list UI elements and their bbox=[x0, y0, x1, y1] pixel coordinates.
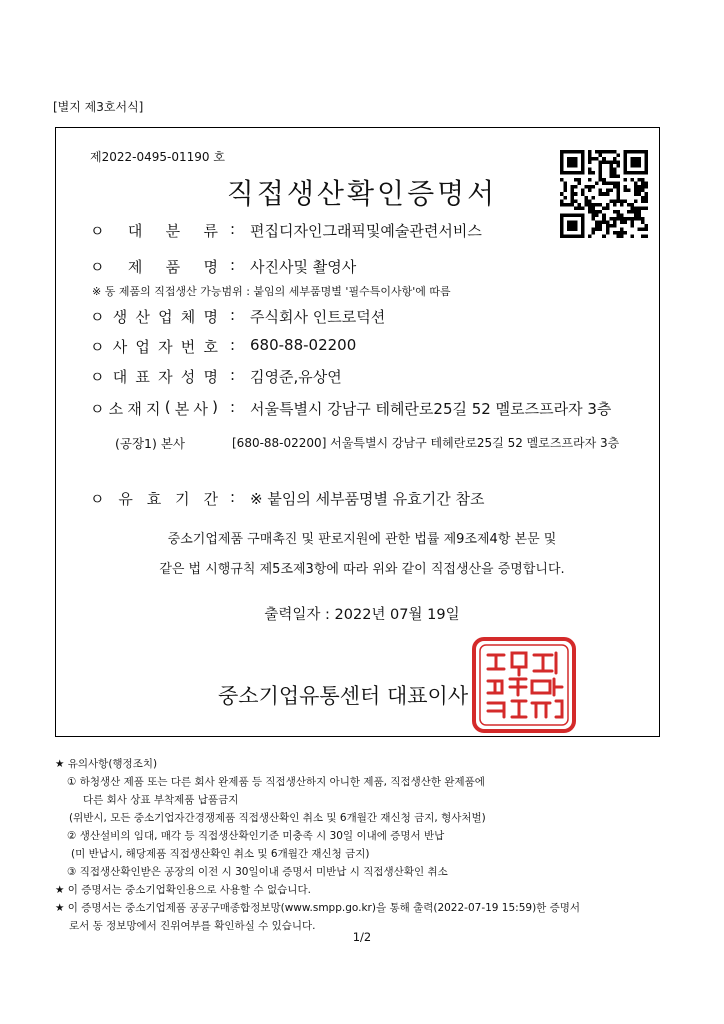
field-label-char: 산 bbox=[135, 308, 150, 326]
note-line: ② 생산설비의 임대, 매각 등 직접생산확인기준 미충족 시 30일 이내에 증명서 반납 bbox=[67, 830, 445, 842]
field-value: 김영준,유상연 bbox=[250, 368, 342, 386]
field-label-char: 간 bbox=[203, 490, 218, 508]
field-label-char: 번 bbox=[180, 338, 196, 356]
note-line: ③ 직접생산확인받은 공장의 이전 시 30일이내 증명서 미반납 시 직접생산확인 취소 bbox=[67, 866, 448, 878]
field-colon: : bbox=[230, 488, 236, 506]
field-colon: : bbox=[230, 336, 236, 354]
field-label-char: 표 bbox=[135, 368, 150, 386]
note-line: (위반시, 모든 중소기업자간경쟁제품 직접생산확인 취소 및 6개월간 재신청 금지, 형사처벌) bbox=[69, 812, 486, 824]
field-bullet: ㅇ bbox=[90, 308, 105, 326]
field-bullet: ㅇ bbox=[90, 490, 105, 508]
field-label bbox=[90, 366, 218, 387]
field-label-char: 체 bbox=[180, 308, 196, 326]
field-label-char: 호 bbox=[203, 338, 218, 356]
field-label-char: 류 bbox=[203, 222, 218, 240]
field-label-char: 업 bbox=[158, 308, 173, 326]
field-label-char: 대 bbox=[127, 222, 143, 240]
qr-code-icon bbox=[560, 150, 648, 238]
note-line: ★ 이 증명서는 중소기업확인용으로 사용할 수 없습니다. bbox=[55, 884, 311, 896]
field-value: 편집디자인그래픽및예술관련서비스 bbox=[250, 222, 482, 240]
print-date: 출력일자 : 2022년 07월 19일 bbox=[264, 607, 460, 623]
field-label-char: 명 bbox=[203, 368, 218, 386]
field-label-char: 생 bbox=[112, 308, 128, 326]
field-label-char: 명 bbox=[203, 258, 218, 276]
field-bullet: ㅇ bbox=[90, 258, 105, 276]
field-label-char: 분 bbox=[165, 222, 181, 240]
field-label-char: 품 bbox=[165, 258, 181, 276]
field-label bbox=[90, 220, 218, 241]
field-bullet: ㅇ bbox=[90, 400, 105, 418]
certificate-number: 제2022-0495-01190 호 bbox=[90, 150, 225, 164]
note-line: ★ 유의사항(행정조치) bbox=[55, 758, 158, 770]
field-label-char: 소 bbox=[108, 400, 124, 418]
field-value: 680-88-02200 bbox=[250, 336, 357, 354]
field-label-char: 제 bbox=[127, 258, 143, 276]
factory-label: (공장1) 본사 bbox=[115, 436, 185, 451]
field-label-char: ( bbox=[164, 398, 171, 416]
factory-address: [680-88-02200] 서울특별시 강남구 테헤란로25길 52 멜로즈프라자 3층 bbox=[232, 436, 620, 450]
field-label-char: 지 bbox=[146, 400, 161, 418]
field-label-char: 성 bbox=[180, 368, 196, 386]
field-colon: : bbox=[230, 366, 236, 384]
field-bullet: ㅇ bbox=[90, 368, 105, 386]
field-value: 서울특별시 강남구 테헤란로25길 52 멜로즈프라자 3층 bbox=[250, 400, 612, 418]
field-colon: : bbox=[230, 306, 236, 324]
field-label-char: 사 bbox=[193, 400, 208, 418]
field-label bbox=[90, 488, 218, 509]
field-label bbox=[90, 336, 218, 357]
field-value: ※ 붙임의 세부품명별 유효기간 참조 bbox=[250, 490, 485, 508]
field-label-char: 업 bbox=[135, 338, 150, 356]
field-label-char: 본 bbox=[174, 400, 190, 418]
field-colon: : bbox=[230, 256, 236, 274]
statement-line-2: 같은 법 시행규칙 제5조제3항에 따라 위와 같이 직접생산을 증명합니다. bbox=[159, 562, 565, 577]
form-label: [별지 제3호서식] bbox=[53, 100, 144, 114]
official-seal-icon bbox=[470, 635, 578, 735]
field-label-char: 효 bbox=[146, 490, 162, 508]
field-label bbox=[90, 398, 218, 419]
field-label-char: 재 bbox=[127, 400, 142, 418]
field-label-char: ) bbox=[212, 398, 218, 416]
page-number: 1/2 bbox=[352, 930, 372, 944]
notes-section bbox=[55, 755, 695, 935]
field-colon: : bbox=[230, 398, 236, 416]
field-label-char: 대 bbox=[112, 368, 128, 386]
field-label-char: 유 bbox=[118, 490, 133, 508]
note-line: 다른 회사 상표 부착제품 납품금지 bbox=[83, 794, 239, 806]
field-colon: : bbox=[230, 220, 236, 238]
field-label-char: 기 bbox=[175, 490, 190, 508]
field-label-char: 명 bbox=[203, 308, 218, 326]
scope-note: ※ 동 제품의 직접생산 가능범위 : 붙임의 세부품명별 '필수특이사항'에 따름 bbox=[92, 285, 451, 298]
field-label-char: 자 bbox=[158, 338, 173, 356]
field-label-char: 사 bbox=[112, 338, 128, 356]
note-line: 로서 동 정보망에서 진위여부를 확인하실 수 있습니다. bbox=[69, 920, 316, 932]
issuer-name: 중소기업유통센터 대표이사 bbox=[218, 684, 469, 708]
field-bullet: ㅇ bbox=[90, 222, 105, 240]
field-value: 사진사및 촬영사 bbox=[250, 258, 357, 276]
field-label bbox=[90, 306, 218, 327]
note-line: ★ 이 증명서는 중소기업제품 공공구매종합정보망(www.smpp.go.kr)을 통해 출력(2022-07-19 15:59)한 증명서 bbox=[55, 902, 581, 914]
note-line: (미 반납시, 해당제품 직접생산확인 취소 및 6개월간 재신청 금지) bbox=[71, 848, 370, 860]
page-title: 직접생산확인증명서 bbox=[226, 177, 498, 210]
note-line: ① 하청생산 제품 또는 다른 회사 완제품 등 직접생산하지 아니한 제품, 직접생산한 완제품에 bbox=[67, 776, 485, 788]
field-label bbox=[90, 256, 218, 277]
field-label-char: 자 bbox=[158, 368, 173, 386]
statement-line-1: 중소기업제품 구매촉진 및 판로지원에 관한 법률 제9조제4항 본문 및 bbox=[167, 532, 557, 547]
field-bullet: ㅇ bbox=[90, 338, 105, 356]
field-value: 주식회사 인트로덕션 bbox=[250, 308, 386, 326]
